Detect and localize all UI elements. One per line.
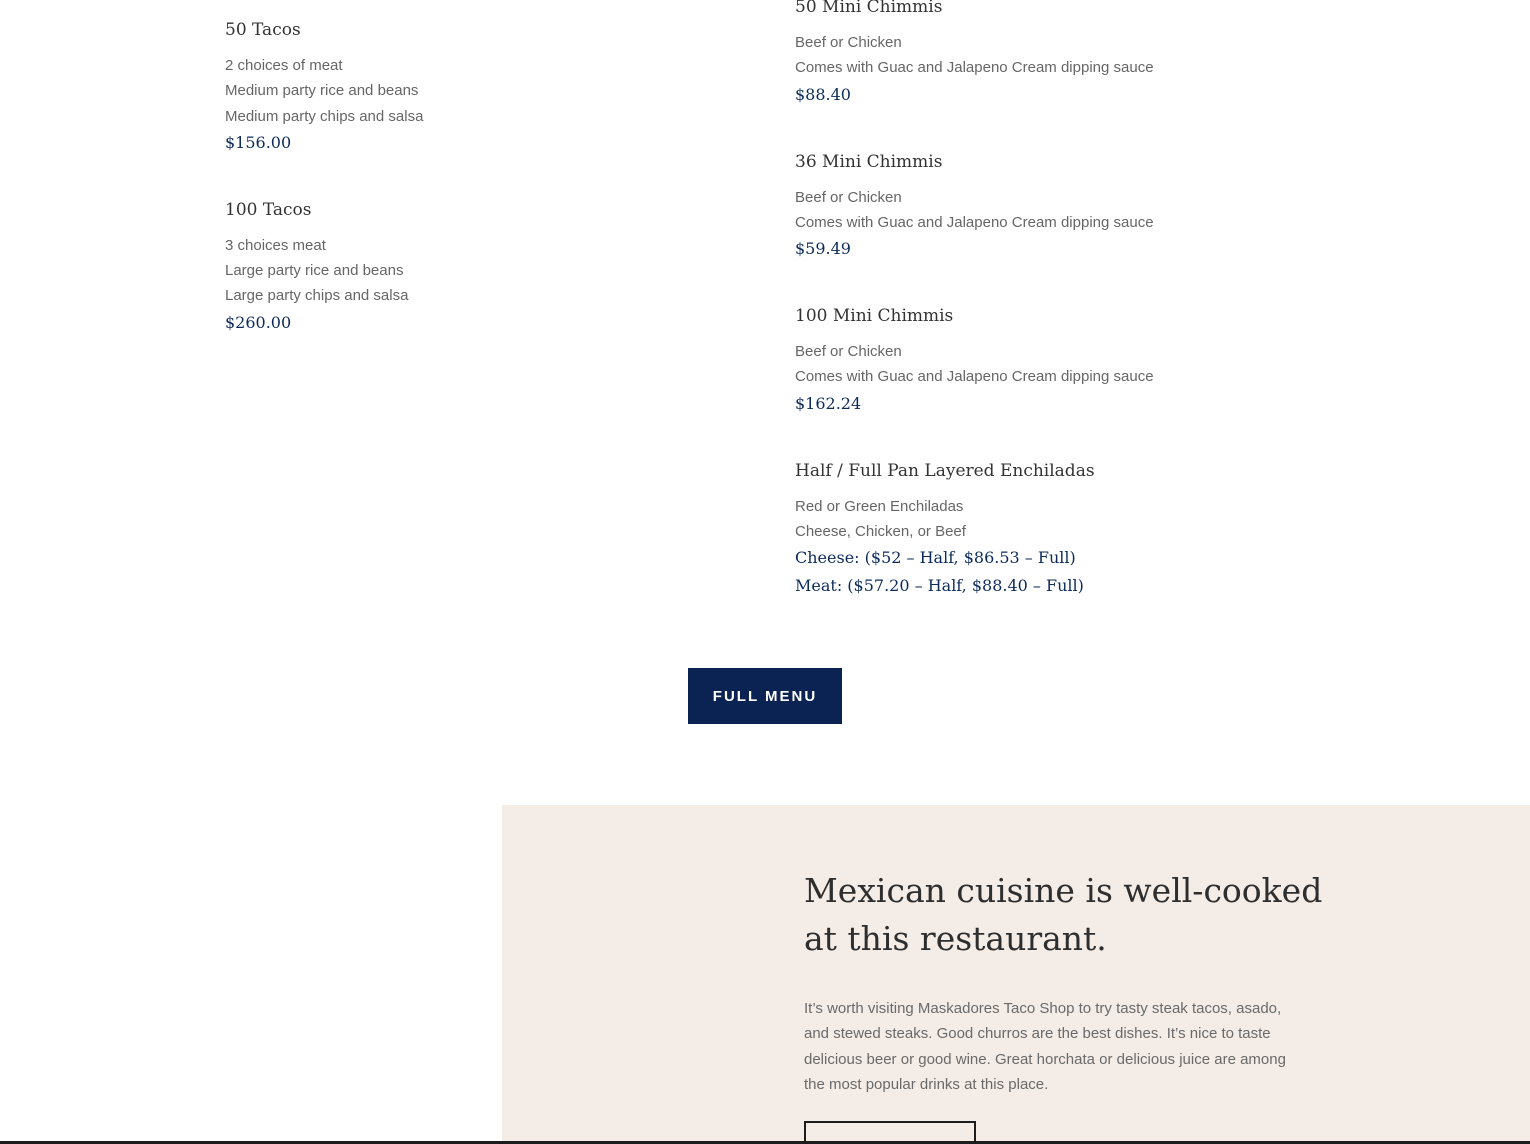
menu-item-price: $162.24 [795,393,862,413]
menu-item-description: Large party rice and beans [225,262,404,280]
menu-item-title: Half / Full Pan Layered Enchiladas [795,460,1095,481]
menu-column-left [225,17,745,337]
menu-item-price: $59.49 [795,239,851,259]
menu-item-description: Medium party chips and salsa [225,107,424,125]
menu-item-50-tacos [225,17,745,157]
menu-item-100-mini-chimmis [795,303,1435,418]
menu-item-description: Comes with Guac and Jalapeno Cream dipping sauce [795,59,1154,77]
menu-item-title: 100 Mini Chimmis [795,306,954,327]
menu-item-description: 3 choices meat [225,236,326,254]
menu-item-title: 36 Mini Chimmis [795,151,943,172]
menu-item-price: Cheese: ($52 – Half, $86.53 – Full) [795,548,1076,568]
menu-item-title: 100 Tacos [225,199,312,220]
menu-item-price: $156.00 [225,132,292,152]
menu-item-description: Beef or Chicken [795,188,902,206]
menu-item-100-tacos [225,197,745,337]
menu-item-description: 2 choices of meat [225,57,343,74]
menu-item-description: Beef or Chicken [795,343,902,361]
menu-item-50-mini-chimmis [795,0,1435,109]
menu-item-description: Large party chips and salsa [225,287,409,305]
menu-item-price: $88.40 [795,84,851,104]
menu-item-layered-enchiladas [795,458,1435,601]
menu-item-description: Cheese, Chicken, or Beef [795,523,966,541]
menu-item-description: Comes with Guac and Jalapeno Cream dipping sauce [795,368,1154,386]
menu-item-description: Red or Green Enchiladas [795,497,964,515]
promo-section [502,805,1530,1144]
menu-item-description: Medium party rice and beans [225,82,419,100]
menu-item-36-mini-chimmis [795,149,1435,264]
menu-item-price: Meat: ($57.20 – Half, $88.40 – Full) [795,576,1084,596]
promo-description: It’s worth visiting Maskadores Taco Shop to try tasty steak tacos, asado, and stewed steaks. Good churros are the best dishes. It’s nice to taste delicious beer or good wine. Great horchata or delicious juice are among the most popular drinks at this place. [804,1000,1286,1093]
menu-item-title: 50 Tacos [225,20,301,40]
menu-item-description: Comes with Guac and Jalapeno Cream dipping sauce [795,213,1154,231]
promo-heading: Mexican cuisine is well-cooked at this restaurant. [804,871,1323,958]
menu-column-right [795,0,1435,600]
menu-item-price: $260.00 [225,312,292,332]
menu-item-title: 50 Mini Chimmis [795,0,943,17]
menu-item-description: Beef or Chicken [795,34,902,51]
full-menu-button[interactable]: FULL MENU [688,668,842,724]
